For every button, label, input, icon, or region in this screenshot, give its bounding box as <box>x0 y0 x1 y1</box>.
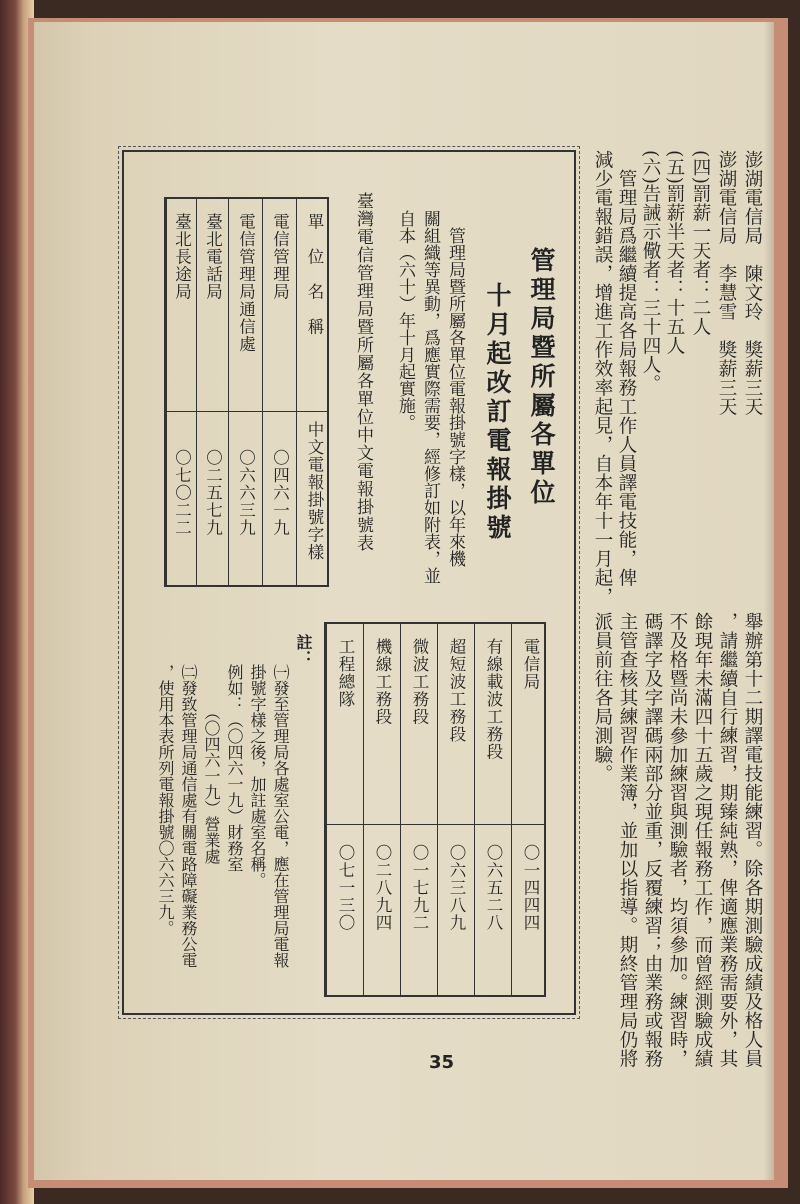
notes-label: 註： <box>294 634 313 666</box>
row-name: 機線工務段 <box>373 638 392 726</box>
table-row <box>326 624 363 995</box>
row-name: 電信管理局 <box>270 213 290 301</box>
code-table-2 <box>324 622 546 997</box>
header-code: 中文電報掛號字樣 <box>305 421 324 561</box>
row-code: 〇二八九四 <box>373 844 392 932</box>
row-name: 有線載波工務段 <box>484 638 503 761</box>
notice-subtitle: 十月起改訂電報掛號 <box>483 282 512 543</box>
row-code: 〇二五七九 <box>203 449 223 537</box>
text-line: 減少電報錯誤，增進工作效率起見，自本年十一月起， <box>592 150 613 606</box>
notice-box <box>122 150 576 1015</box>
text-line: 舉辦第十二期譯電技能練習。除各期測驗成績及格人員 <box>742 612 763 1068</box>
text-line: 澎湖電信局 李慧雪 獎薪三天 <box>716 150 737 416</box>
row-name: 臺北電話局 <box>203 213 223 301</box>
text-line: 派員前往各局測驗。 <box>592 612 613 783</box>
table-row <box>511 624 548 995</box>
row-name: 超短波工務段 <box>447 638 466 743</box>
row-code: 〇一七九二 <box>410 844 429 932</box>
row-code: 〇六六三九 <box>236 449 256 537</box>
text-line: 管理局暨所屬各單位電報掛號字樣，以年來機 <box>445 210 465 567</box>
row-name: 工程總隊 <box>336 638 355 708</box>
notice-title: 管理局暨所屬各單位 <box>527 247 556 508</box>
page-shadow <box>764 22 774 1180</box>
text-line: 主管查核其練習作業簿，並加以指導。期終管理局仍將 <box>617 612 638 1068</box>
row-code: 〇四六一九 <box>270 449 290 537</box>
row-name: 微波工務段 <box>410 638 429 726</box>
table-row <box>437 624 474 995</box>
table-row <box>400 624 437 995</box>
code-table-1 <box>164 197 329 587</box>
row-code: 〇六三八九 <box>447 844 466 932</box>
row-code: 〇一四四四 <box>521 844 540 932</box>
table-row <box>196 199 228 585</box>
row-code: 〇七一三〇 <box>336 844 355 932</box>
table-row <box>474 624 511 995</box>
table-row <box>363 624 400 995</box>
row-code: 〇六五二八 <box>484 844 503 932</box>
text-line: (六)告誡示儆者：三十四人。 <box>640 150 661 394</box>
table-header <box>296 199 331 585</box>
note-line: 例如：（〇四六一九）財務室 <box>225 664 244 872</box>
text-line: 自本（六十）年十月起實施。 <box>395 210 415 431</box>
note-line: 掛號字樣之後，加註處室名稱。 <box>248 664 267 888</box>
row-name: 電信管理局通信處 <box>236 213 256 353</box>
row-name: 電信局 <box>521 638 540 691</box>
table-row <box>262 199 296 585</box>
row-code: 〇七〇二二 <box>172 449 192 537</box>
row-name: 臺北長途局 <box>172 213 192 301</box>
note-line: （〇四六一九）營業處 <box>202 664 221 864</box>
table-row <box>166 199 196 585</box>
table-title: 臺灣電信管理局暨所屬各單位中文電報掛號表 <box>353 192 373 552</box>
text-line: ，請繼續自行練習，期臻純熟，俾適應業務需要外，其 <box>717 612 738 1068</box>
book-page <box>34 22 774 1180</box>
note-line: ㈡發致管理局通信處有關電路障礙業務公電 <box>179 664 198 968</box>
page-number: 35 <box>429 1052 455 1073</box>
note-line: ㈠發至管理局各處室公電，應在管理局電報 <box>271 664 290 968</box>
text-line: 餘現年未滿四十五歲之現任報務工作，而曾經測驗成績 <box>692 612 713 1068</box>
header-name: 單 位 名 稱 <box>305 213 324 336</box>
table-row <box>228 199 262 585</box>
text-line: 關組織等異動，爲應實際需要，經修訂如附表，並 <box>420 210 440 584</box>
note-line: ，使用本表所列電報掛號〇六六三九。 <box>156 664 175 936</box>
text-line: 碼譯字及字譯碼兩部分並重，反覆練習；由業務或報務 <box>642 612 663 1068</box>
text-line: 不及格暨尚未參加練習與測驗者，均須參加。練習時， <box>667 612 688 1068</box>
text-line: (五)罰薪半天者：十五人 <box>664 150 685 356</box>
text-line: 澎湖電信局 陳文玲 獎薪三天 <box>742 150 763 416</box>
text-line: (四)罰薪一天者：二人 <box>690 150 711 337</box>
text-line: 管理局爲繼續提高各局報務工作人員譯電技能，俾 <box>616 150 637 587</box>
